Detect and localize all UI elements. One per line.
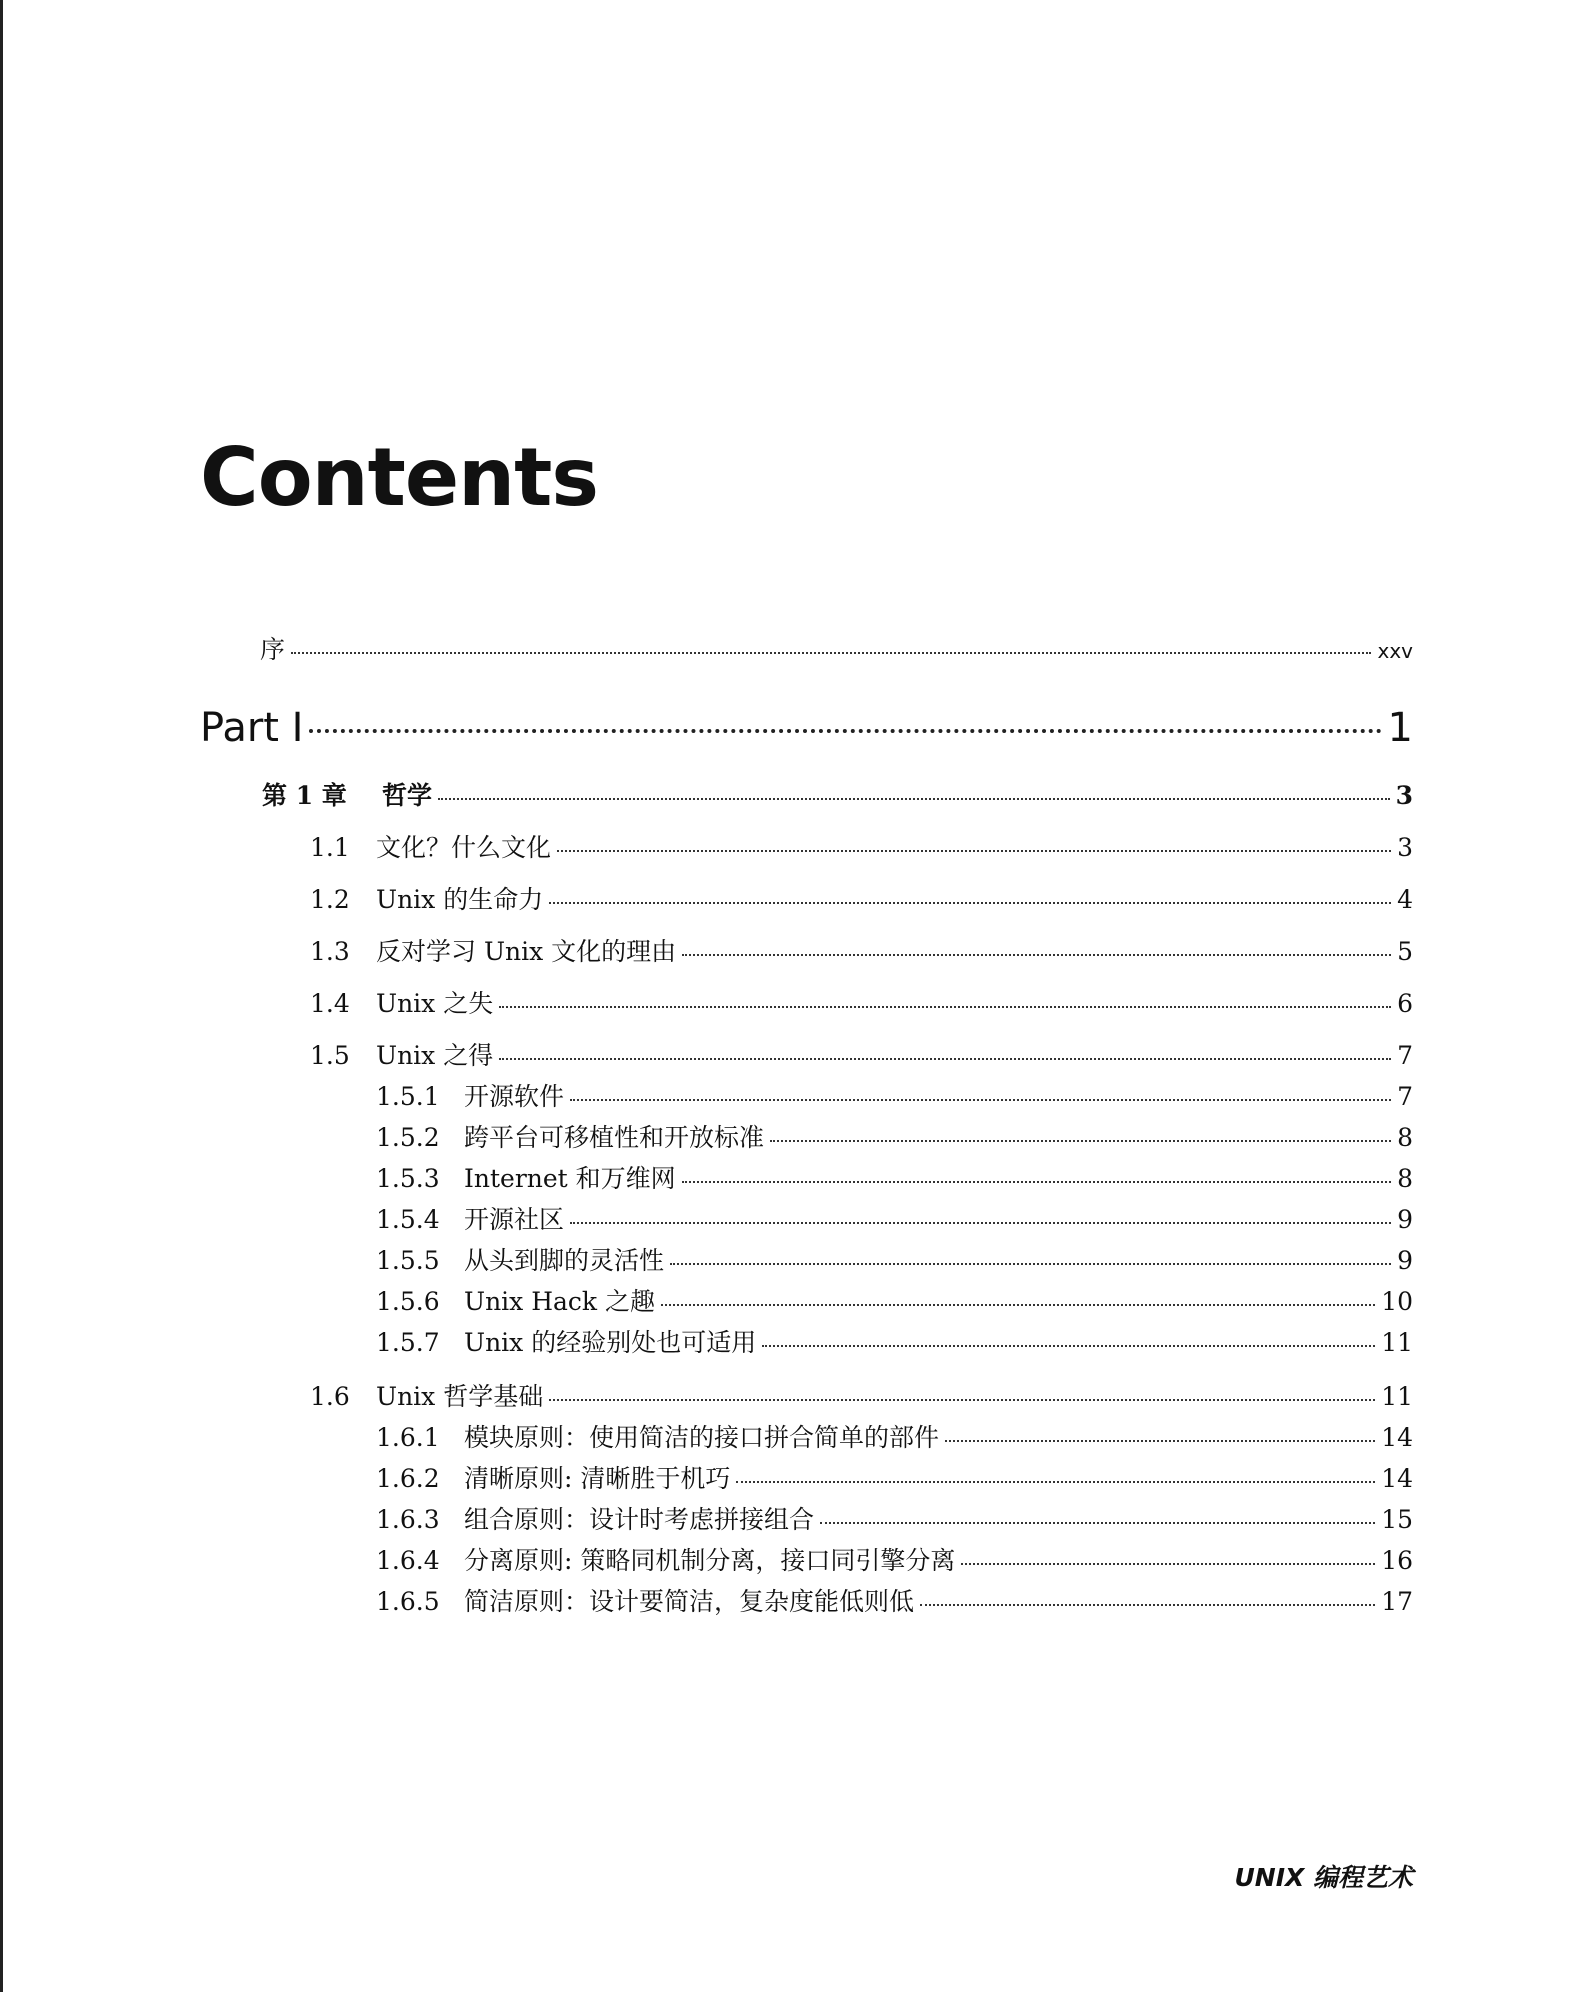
toc-entry-subsection[interactable] [376,1125,1413,1150]
toc-number: 1.5 [310,1041,350,1070]
toc-entry-subsection[interactable] [376,1548,1413,1573]
toc-label: 从头到脚的灵活性 [464,1246,665,1275]
toc-label: 简洁原则：设计要简洁，复杂度能低则低 [464,1587,915,1616]
toc-label: 文化？什么文化 [376,833,552,862]
dot-leader [499,1006,1391,1008]
toc-label: 开源软件 [464,1082,565,1111]
dot-leader [770,1140,1391,1142]
toc-page-number: 8 [1397,1123,1413,1152]
toc-page-number: xxv [1377,639,1413,663]
toc-page-number: 3 [1397,833,1413,862]
toc-label: Unix Hack 之趣 [464,1287,656,1316]
toc-entry-subsection[interactable] [376,1166,1413,1191]
toc-number: 1.5.5 [376,1246,440,1275]
toc-entry-subsection[interactable] [376,1289,1413,1314]
toc-page-number: 11 [1381,1328,1413,1357]
dot-leader [557,850,1391,852]
dot-leader [762,1345,1375,1347]
toc-page-number: 16 [1381,1546,1413,1575]
toc-number: 1.6.1 [376,1423,440,1452]
toc-label: Unix 哲学基础 [376,1382,544,1411]
page-title: Contents [200,431,598,524]
toc-label: Unix 的经验别处也可适用 [464,1328,757,1357]
toc-entry-subsection[interactable] [376,1589,1413,1614]
toc-entry-section[interactable] [310,939,1413,964]
toc-page-number: 17 [1381,1587,1413,1616]
toc-entry-section[interactable] [310,991,1413,1016]
toc-page-number: 3 [1395,781,1413,810]
dot-leader [499,1058,1391,1060]
toc-number: 1.5.6 [376,1287,440,1316]
toc-number: 1.5.2 [376,1123,440,1152]
toc-entry-preface[interactable] [260,637,1413,662]
toc-number: 1.3 [310,937,350,966]
dot-leader [309,729,1381,733]
dot-leader [736,1481,1375,1483]
toc-label: Internet 和万维网 [464,1164,676,1193]
toc-page-number: 8 [1397,1164,1413,1193]
toc-number: 1.4 [310,989,350,1018]
dot-leader [920,1604,1375,1606]
toc-entry-part[interactable] [200,705,1413,751]
book-title-footer: UNIX 编程艺术 [1234,1863,1413,1892]
toc-label: 开源社区 [464,1205,565,1234]
toc-page-number: 4 [1397,885,1413,914]
toc-entry-section[interactable] [310,1384,1413,1409]
dot-leader [820,1522,1375,1524]
toc-entry-subsection[interactable] [376,1425,1413,1450]
toc-entry-section[interactable] [310,835,1413,860]
toc-page-number: 7 [1397,1082,1413,1111]
toc-label: 组合原则：设计时考虑拼接组合 [464,1505,815,1534]
toc-entry-chapter[interactable] [262,783,1413,808]
dot-leader [549,1399,1375,1401]
toc-entry-subsection[interactable] [376,1084,1413,1109]
toc-page-number: 7 [1397,1041,1413,1070]
toc-label: 模块原则：使用简洁的接口拼合简单的部件 [464,1423,940,1452]
toc-number: 1.6.5 [376,1587,440,1616]
toc-entry-subsection[interactable] [376,1330,1413,1355]
toc-label: 序 [260,635,286,664]
toc-number: 1.1 [310,833,350,862]
toc-label: 清晰原则: 清晰胜于机巧 [464,1464,731,1493]
toc-page-number: 5 [1397,937,1413,966]
toc-label: 哲学 [382,781,433,810]
toc-number: 1.6.3 [376,1505,440,1534]
toc-entry-subsection[interactable] [376,1507,1413,1532]
toc-number: 1.6.2 [376,1464,440,1493]
toc-number: 1.5.4 [376,1205,440,1234]
toc-page-number: 11 [1381,1382,1413,1411]
dot-leader [438,798,1390,800]
toc-number: 1.6.4 [376,1546,440,1575]
toc-page-number: 1 [1387,705,1413,751]
toc-number: 第 1 章 [262,781,347,810]
dot-leader [961,1563,1375,1565]
toc-entry-subsection[interactable] [376,1248,1413,1273]
toc-label: Unix 之失 [376,989,494,1018]
toc-page-number: 9 [1397,1205,1413,1234]
dot-leader [570,1099,1391,1101]
toc-label: 反对学习 Unix 文化的理由 [376,937,677,966]
toc-entry-section[interactable] [310,1043,1413,1068]
toc-label: Part I [200,705,304,751]
toc-entry-section[interactable] [310,887,1413,912]
toc-page-number: 10 [1381,1287,1413,1316]
toc-page-number: 14 [1381,1423,1413,1452]
toc-entry-subsection[interactable] [376,1466,1413,1491]
toc-number: 1.6 [310,1382,350,1411]
dot-leader [570,1222,1391,1224]
toc-number: 1.5.3 [376,1164,440,1193]
dot-leader [661,1304,1375,1306]
toc-entry-subsection[interactable] [376,1207,1413,1232]
dot-leader [682,1181,1391,1183]
toc-page-number: 9 [1397,1246,1413,1275]
toc-label: Unix 的生命力 [376,885,544,914]
toc-label: 跨平台可移植性和开放标准 [464,1123,765,1152]
dot-leader [670,1263,1391,1265]
toc-number: 1.5.1 [376,1082,440,1111]
toc-page-number: 6 [1397,989,1413,1018]
toc-label: 分离原则: 策略同机制分离，接口同引擎分离 [464,1546,956,1575]
toc-page-number: 14 [1381,1464,1413,1493]
dot-leader [682,954,1391,956]
toc-number: 1.2 [310,885,350,914]
dot-leader [945,1440,1375,1442]
dot-leader [291,652,1371,654]
dot-leader [549,902,1391,904]
toc-page-number: 15 [1381,1505,1413,1534]
toc-label: Unix 之得 [376,1041,494,1070]
toc-number: 1.5.7 [376,1328,440,1357]
